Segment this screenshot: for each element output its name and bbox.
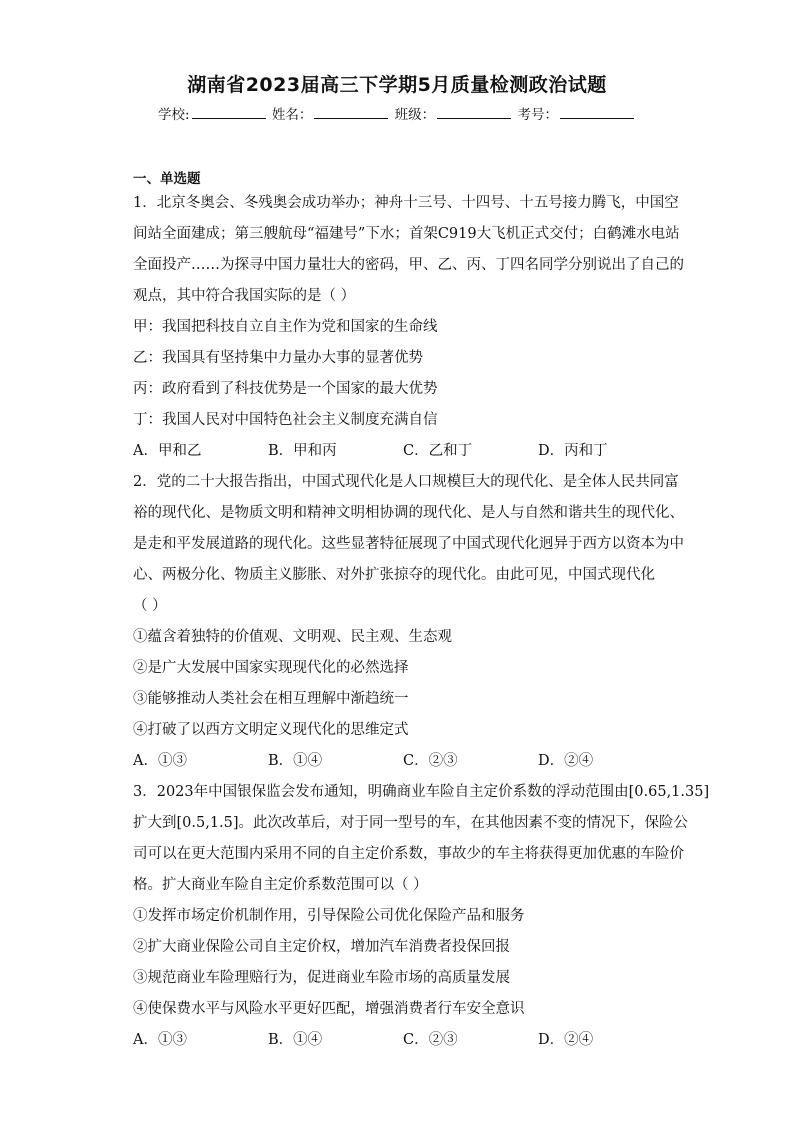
statement-item: ①蕴含着独特的价值观、文明观、民主观、生态观 xyxy=(133,629,452,645)
question-stem-line: 是走和平发展道路的现代化。这些显著特征展现了中国式现代化迥异于西方以资本为中 xyxy=(133,536,684,552)
choice-c[interactable]: C．乙和丁 xyxy=(403,443,473,459)
choice-a[interactable]: A．甲和乙 xyxy=(133,443,202,459)
choice-d[interactable]: D．②④ xyxy=(538,753,594,769)
answer-choices xyxy=(133,436,673,467)
name-blank[interactable] xyxy=(314,106,388,119)
question-stem-line: 观点，其中符合我国实际的是（ ） xyxy=(133,288,356,304)
question-stem-line: （ ） xyxy=(133,598,167,614)
choice-c[interactable]: C．②③ xyxy=(403,1032,458,1048)
questions xyxy=(133,188,710,1056)
question-stem-line: 司可以在更大范围内采用不同的自主定价系数，事故少的车主将获得更加优惠的车险价 xyxy=(133,846,684,862)
student-info-row xyxy=(0,103,794,123)
question-2 xyxy=(133,467,684,777)
statement-item: 丁：我国人民对中国特色社会主义制度充满自信 xyxy=(133,412,438,428)
statement-item: ③能够推动人类社会在相互理解中渐趋统一 xyxy=(133,691,409,707)
answer-choices xyxy=(133,1025,673,1056)
choice-a[interactable]: A．①③ xyxy=(133,753,187,769)
exam-number-blank[interactable] xyxy=(560,106,634,119)
statement-item: ④使保费水平与风险水平更好匹配，增强消费者行车安全意识 xyxy=(133,1001,525,1017)
question-stem-line: 裕的现代化、是物质文明和精神文明相协调的现代化、是人与自然和谐共生的现代化、 xyxy=(133,505,684,521)
statement-item: 丙：政府看到了科技优势是一个国家的最大优势 xyxy=(133,381,438,397)
class-label: 班级： xyxy=(394,107,436,123)
school-blank[interactable] xyxy=(192,106,266,119)
choice-c[interactable]: C．②③ xyxy=(403,753,458,769)
question-stem-line: 格。扩大商业车险自主定价系数范围可以（ ） xyxy=(133,877,428,893)
class-blank[interactable] xyxy=(437,106,511,119)
school-label: 学校: xyxy=(158,107,190,123)
question-3 xyxy=(133,777,710,1056)
question-stem-line: 2．党的二十大报告指出，中国式现代化是人口规模巨大的现代化、是全体人民共同富 xyxy=(133,474,679,490)
statement-item: ①发挥市场定价机制作用，引导保险公司优化保险产品和服务 xyxy=(133,908,525,924)
statement-item: 乙：我国具有坚持集中力量办大事的显著优势 xyxy=(133,350,423,366)
choice-b[interactable]: B．①④ xyxy=(268,1032,323,1048)
choice-b[interactable]: B．①④ xyxy=(268,753,323,769)
section-heading: 一、单选题 xyxy=(133,171,201,187)
statement-item: 甲：我国把科技自立自主作为党和国家的生命线 xyxy=(133,319,438,335)
question-1 xyxy=(133,188,684,467)
statement-item: ④打破了以西方文明定义现代化的思维定式 xyxy=(133,722,409,738)
choice-a[interactable]: A．①③ xyxy=(133,1032,187,1048)
question-stem-line: 心、两极分化、物质主义膨胀、对外扩张掠夺的现代化。由此可见，中国式现代化 xyxy=(133,567,655,583)
question-stem-line: 扩大到[0.5,1.5]。此次改革后，对于同一型号的车，在其他因素不变的情况下，保险公 xyxy=(133,815,689,831)
question-stem-line: 间站全面建成；第三艘航母“福建号”下水；首架C919大飞机正式交付；白鹤滩水电站 xyxy=(133,226,680,242)
statement-item: ②是广大发展中国家实现现代化的必然选择 xyxy=(133,660,409,676)
exam-number-label: 考号： xyxy=(517,107,558,123)
choice-d[interactable]: D．②④ xyxy=(538,1032,594,1048)
question-stem-line: 全面投产……为探寻中国力量壮大的密码，甲、乙、丙、丁四名同学分别说出了自己的 xyxy=(133,257,684,273)
choice-b[interactable]: B．甲和丙 xyxy=(268,443,337,459)
exam-title: 湖南省2023届高三下学期5月质量检测政治试题 xyxy=(187,74,607,96)
answer-choices xyxy=(133,746,673,777)
statement-item: ②扩大商业保险公司自主定价权，增加汽车消费者投保回报 xyxy=(133,939,510,955)
question-stem-line: 1．北京冬奥会、冬残奥会成功举办；神舟十三号、十四号、十五号接力腾飞，中国空 xyxy=(133,195,679,211)
choice-d[interactable]: D．丙和丁 xyxy=(538,443,608,459)
name-label: 姓名： xyxy=(271,107,313,123)
statement-item: ③规范商业车险理赔行为，促进商业车险市场的高质量发展 xyxy=(133,970,510,986)
question-stem-line: 3．2023年中国银保监会发布通知，明确商业车险自主定价系数的浮动范围由[0.65,1.35] xyxy=(133,784,710,800)
